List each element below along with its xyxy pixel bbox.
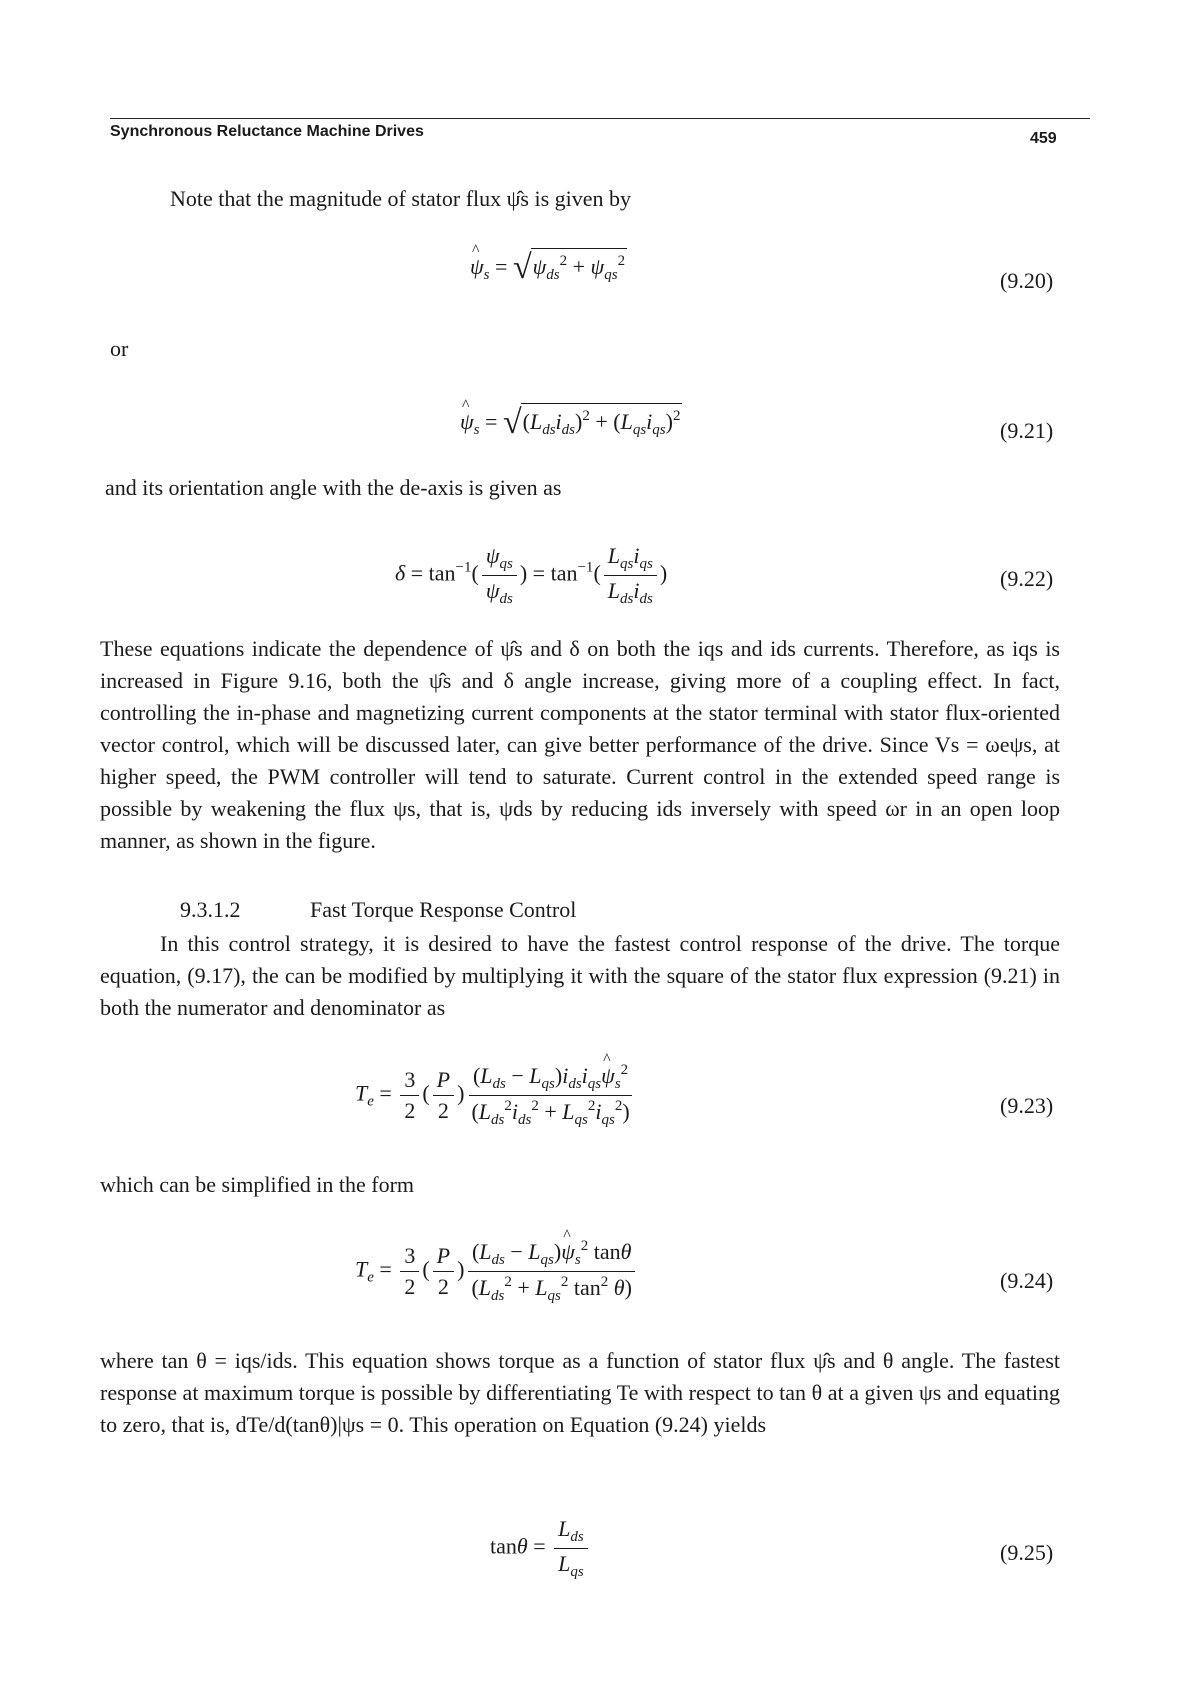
equation-9-21: ^ $\psi_s = √(L_{ds}i_{ds})^2 + (L_{qs}i_{qs})^2$ [460,403,682,442]
eq-number-9-20: (9.20) [1000,268,1054,293]
equation-9-23: $T_e$ = $\frac{3}{2}$ ( $\frac{P}{2}$ ) $\frac{(L_{ds} - L_{qs})i_{ds}i_{qs}\^{} \psi_s^2}{(L_{ds}^2i_{ds}^2 + L_{qs}^2i_{qs}^2)}$ [355,1062,637,1129]
eq-number-9-21: (9.21) [1000,418,1054,443]
eq-number-9-22: (9.22) [1000,566,1054,591]
equation-9-20: ^ $\psi_s = √\psi_{ds}^2 + \psi_{qs}^2$ [470,248,627,287]
section-number: 9.3.1.2 [180,897,241,922]
running-header-title: Synchronous Reluctance Machine Drives [110,123,424,140]
header-rule [110,118,1090,119]
simplified-sentence: which can be simplified in the form [100,1172,415,1197]
intro-sentence: Note that the magnitude of stator flux ψ̂s is given by [170,186,632,211]
section-title: Fast Torque Response Control [310,897,577,922]
dependence-paragraph: These equations indicate the dependence of ψ̂s and δ on both the iqs and ids currents. Therefore, as iqs is increased in Figure 9.16, both the ψ̂s and δ angle increase, giving more of a coupling effect. In fact, controlling the in-phase and magnetizing current components at the stator terminal with stator flux-oriented vector control, which will be discussed later, can give better performance of the drive. Since Vs = ωeψs, at higher speed, the PWM controller will tend to saturate. Current control in the extended speed range is possible by weakening the flux ψs, that is, ψds by reducing ids inversely with speed ωr in an open loop manner, as shown in the figure. [100,636,1060,853]
differentiation-paragraph: where tan θ = iqs/ids. This equation shows torque as a function of stator flux ψ̂s and θ angle. The fastest response at maximum torque is possible by differentiating Te with respect to tan θ at a given ψs and equating to zero, that is, dTe/d(tanθ)|ψs = 0. This operation on Equation (9.24) yields [100,1348,1060,1437]
orientation-sentence: and its orientation angle with the de-axis is given as [105,475,562,500]
equation-9-22: $\delta = \tan^{-1}$( $\frac{\psi_{qs}}{\psi_{ds}}$ ) = $\tan^{-1}$( $\frac{L_{qs}i_{qs}}{L_{ds}i_{ds}}$ ) [395,543,668,607]
eq-number-9-23: (9.23) [1000,1093,1054,1118]
section-heading [180,897,576,923]
page-number: 459 [1030,130,1057,147]
equation-9-24: $T_e$ = $\frac{3}{2}$ ( $\frac{P}{2}$ ) $\frac{(L_{ds} - L_{qs})\^{} \psi_s^2 \tan\theta}{(L_{ds}^2 + L_{qs}^2 \tan^2 \theta)}$ [355,1238,639,1305]
equation-9-25: tanθ = $\frac{L_{ds}}{L_{qs}}$ [490,1516,591,1581]
eq-number-9-24: (9.24) [1000,1268,1054,1293]
strategy-paragraph: In this control strategy, it is desired to have the fastest control response of the drive. The torque equation, (9.17), the can be modified by multiplying it with the square of the stator flux expression (9.21) in both the numerator and denominator as [100,931,1060,1020]
or-word: or [110,336,129,361]
eq-number-9-25: (9.25) [1000,1540,1054,1565]
